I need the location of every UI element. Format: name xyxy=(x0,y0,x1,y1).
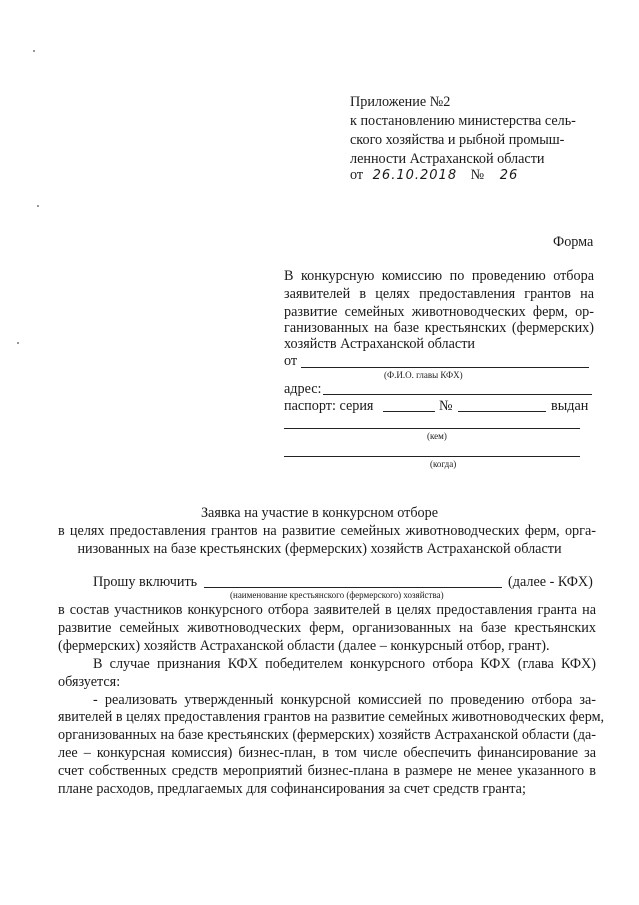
paragraph-line: (фермерских) хозяйств Астраханской области (далее – конкурсный отбор, грант). xyxy=(58,638,550,654)
by-whom-caption: (кем) xyxy=(427,431,447,441)
paragraph-line: В случае признания КФХ победителем конкурсного отбора КФХ (глава КФХ) xyxy=(93,656,596,672)
addressee-line: ганизованных на базе крестьянских (фермерских) xyxy=(284,320,594,336)
from-label: от xyxy=(350,167,364,183)
when-caption: (когда) xyxy=(430,459,457,469)
addressee-line: хозяйств Астраханской области xyxy=(284,336,475,352)
appendix-line: ленности Астраханской области xyxy=(350,151,545,167)
farm-name-line xyxy=(204,587,502,588)
issued-by-line xyxy=(284,428,580,429)
fio-caption: (Ф.И.О. главы КФХ) xyxy=(384,370,463,380)
appendix-line: ского хозяйства и рыбной промыш- xyxy=(350,132,565,148)
addressee-line: заявителей в целях предоставления грантов на xyxy=(284,286,594,302)
passport-series-label: паспорт: серия xyxy=(284,398,374,414)
address-field-line xyxy=(323,394,592,395)
paragraph-line: развитие семейных животноводческих ферм, организованных на базе крестьянских xyxy=(58,620,596,636)
address-label: адрес: xyxy=(284,381,322,397)
fio-field-line xyxy=(301,367,589,368)
request-label: Прошу включить xyxy=(93,574,198,590)
handwritten-date: 26.10.2018 xyxy=(372,168,458,183)
form-label: Форма xyxy=(553,234,594,250)
issued-when-line xyxy=(284,456,580,457)
request-suffix: (далее - КФХ) xyxy=(508,574,593,590)
scan-speck xyxy=(33,50,35,52)
paragraph-line: организованных на базе крестьянских (фермерских) хозяйств Астраханской области (да- xyxy=(58,727,596,743)
paragraph-line: явителей в целях предоставления грантов на развитие семейных животноводческих ферм, xyxy=(58,709,605,725)
paragraph-line: обязуется: xyxy=(58,674,121,690)
passport-number-label: № xyxy=(439,398,453,414)
addressee-line: В конкурсную комиссию по проведению отбора xyxy=(284,268,594,284)
number-label: № xyxy=(470,167,485,183)
from-label: от xyxy=(284,353,298,369)
paragraph-line: - реализовать утвержденный конкурсной комиссией по проведению отбора за- xyxy=(93,692,596,708)
paragraph-line: плане расходов, предлагаемых для софинансирования за счет средств гранта; xyxy=(58,781,526,797)
appendix-title: Приложение №2 xyxy=(350,94,451,110)
scan-speck xyxy=(37,205,39,207)
paragraph-line: в состав участников конкурсного отбора заявителей в целях предоставления гранта на xyxy=(58,602,596,618)
addressee-line: развитие семейных животноводческих ферм, ор- xyxy=(284,304,594,320)
appendix-date-row xyxy=(350,166,518,185)
issued-label: выдан xyxy=(551,398,589,414)
scan-speck xyxy=(17,342,19,344)
passport-number-line xyxy=(458,411,546,412)
farm-name-caption: (наименование крестьянского (фермерского) хозяйства) xyxy=(230,590,444,600)
application-subtitle: низованных на базе крестьянских (фермерских) хозяйств Астраханской области xyxy=(77,541,562,557)
application-title: Заявка на участие в конкурсном отборе xyxy=(200,505,439,521)
application-subtitle: в целях предоставления грантов на развитие семейных животноводческих ферм, орга- xyxy=(58,523,596,539)
paragraph-line: счет собственных средств мероприятий бизнес-плана в размере не менее указанного в xyxy=(58,763,596,779)
appendix-line: к постановлению министерства сель- xyxy=(350,113,576,129)
paragraph-line: лее – конкурсная комиссия) бизнес-план, в том числе обеспечить финансирование за xyxy=(58,745,596,761)
passport-series-line xyxy=(383,411,435,412)
handwritten-number: 26 xyxy=(499,168,519,183)
